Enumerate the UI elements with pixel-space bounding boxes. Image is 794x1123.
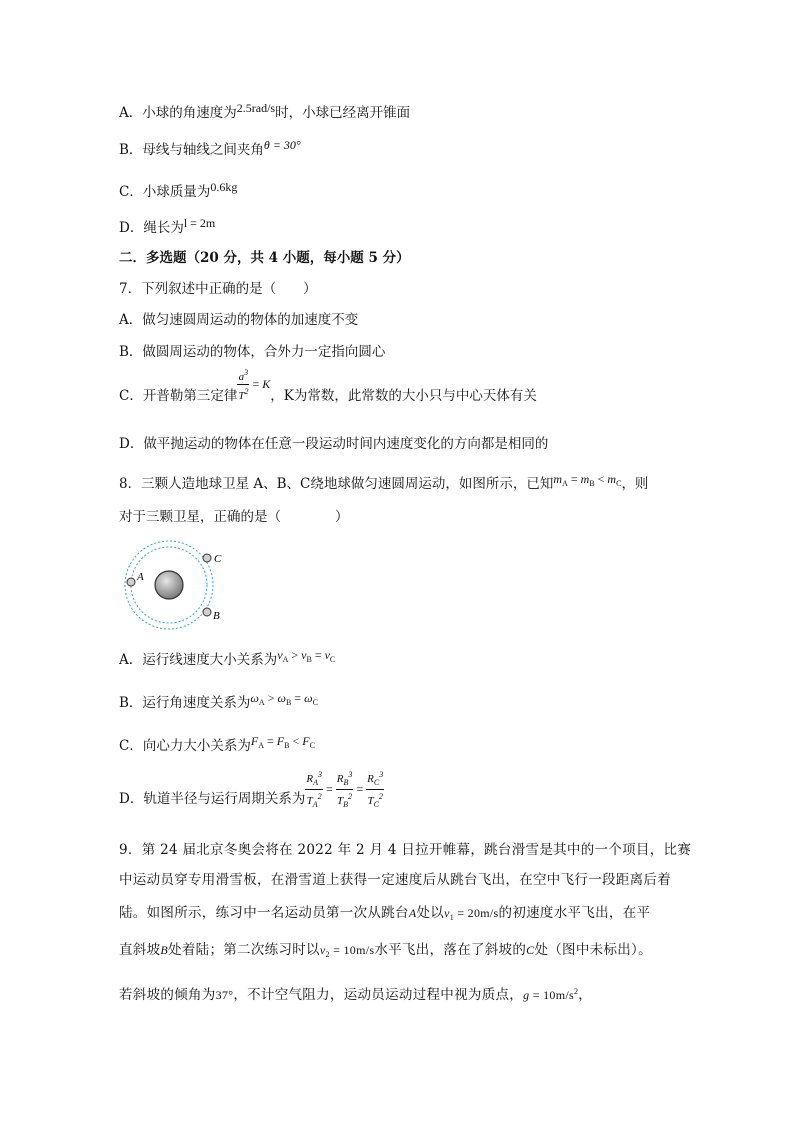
q9-line3: 陆。如图所示，练习中一名运动员第一次从跳台A处以$v_1 = 20m/s$的初速度水平飞出，在平 [119, 905, 651, 922]
q9-line1: 9．第 24 届北京冬奥会将在 2022 年 2 月 4 日拉开帷幕，跳台滑雪是其中的一个项目，比赛 [119, 842, 692, 858]
q7-option-c: C．开普勒第三定律 $\frac{a^3}{T^2}$ = K，K为常数，此常数的大小只与中心天体有关 [119, 368, 537, 404]
period-relation: $\frac{R_A^3}{T_A^2}$ = $\frac{R_B^3}{T_B^2}$ = $\frac{R_C^3}{T_C^2}$ [306, 770, 384, 809]
length-formula: l = 2m [183, 216, 216, 230]
q9-line4: 直斜坡B处着陆；第二次练习时以$v_2 = 10m/s$水平飞出，落在了斜坡的C处（图中未标出）。 [119, 942, 652, 959]
force-relation: $F_A = F_B < F_C$ [250, 734, 315, 750]
mass-relation: $m_A = m_B < m_C$ [553, 472, 622, 488]
q6-option-a: A．小球的角速度为2.5rad/s时，小球已经离开锥面 [119, 101, 411, 121]
q7-option-d: D．做平抛运动的物体在任意一段运动时间内速度变化的方向都是相同的 [119, 436, 549, 452]
satellite-b [203, 608, 211, 616]
satellite-a [127, 578, 135, 586]
q8-option-b: B．运行角速度关系为$\omega_A > \omega_B = \omega_C$ [119, 691, 318, 711]
q8-stem-line1: 8．三颗人造地球卫星 A、B、C绕地球做匀速圆周运动，如图所示，已知$m_A = m_B < m_C$，则 [119, 472, 649, 492]
angle-formula: θ = 30° [263, 138, 301, 152]
q6-option-b: B．母线与轴线之间夹角θ = 30° [119, 138, 301, 158]
velocity-relation: $v_A > v_B = v_C$ [277, 648, 336, 664]
q8-option-a: A．运行线速度大小关系为$v_A > v_B = v_C$ [119, 648, 336, 668]
q6-option-c: C．小球质量为0.6kg [119, 180, 238, 200]
label-c: C [214, 553, 222, 565]
kepler-formula: $\frac{a^3}{T^2}$ [238, 368, 249, 402]
angular-velocity-value: 2.5rad/s [236, 101, 276, 115]
label-b: B [213, 610, 220, 622]
section-heading: 二．多选题（20 分，共 4 小题，每小题 5 分） [119, 250, 410, 266]
q8-stem-line2: 对于三颗卫星，正确的是（ ） [119, 509, 349, 525]
q7-stem: 7．下列叙述中正确的是（ ） [119, 281, 317, 297]
earth [155, 571, 183, 599]
satellite-c [203, 554, 211, 562]
q9-line2: 中运动员穿专用滑雪板，在滑雪道上获得一定速度后从跳台飞出，在空中飞行一段距离后着 [119, 872, 671, 888]
q7-option-a: A．做匀速圆周运动的物体的加速度不变 [119, 312, 359, 328]
q8-option-d: D．轨道半径与运行周期关系为 $\frac{R_A^3}{T_A^2}$ = $\frac{R_B^3}{T_B^2}$ = $\frac{R_C^3}{T_C^2}$ [119, 770, 384, 809]
angular-velocity-relation: $\omega_A > \omega_B = \omega_C$ [250, 691, 318, 707]
q9-line5: 若斜坡的倾角为37°，不计空气阻力，运动员运动过程中视为质点，$g = 10m/s^2$， [119, 987, 593, 1003]
mass-value: 0.6kg [210, 180, 238, 194]
q8-option-c: C．向心力大小关系为$F_A = F_B < F_C$ [119, 734, 315, 754]
label-a: A [137, 571, 144, 583]
satellite-orbit-figure [119, 538, 229, 633]
q6-option-d: D．绳长为l = 2m [119, 216, 216, 236]
q7-option-b: B．做圆周运动的物体，合外力一定指向圆心 [119, 344, 386, 360]
